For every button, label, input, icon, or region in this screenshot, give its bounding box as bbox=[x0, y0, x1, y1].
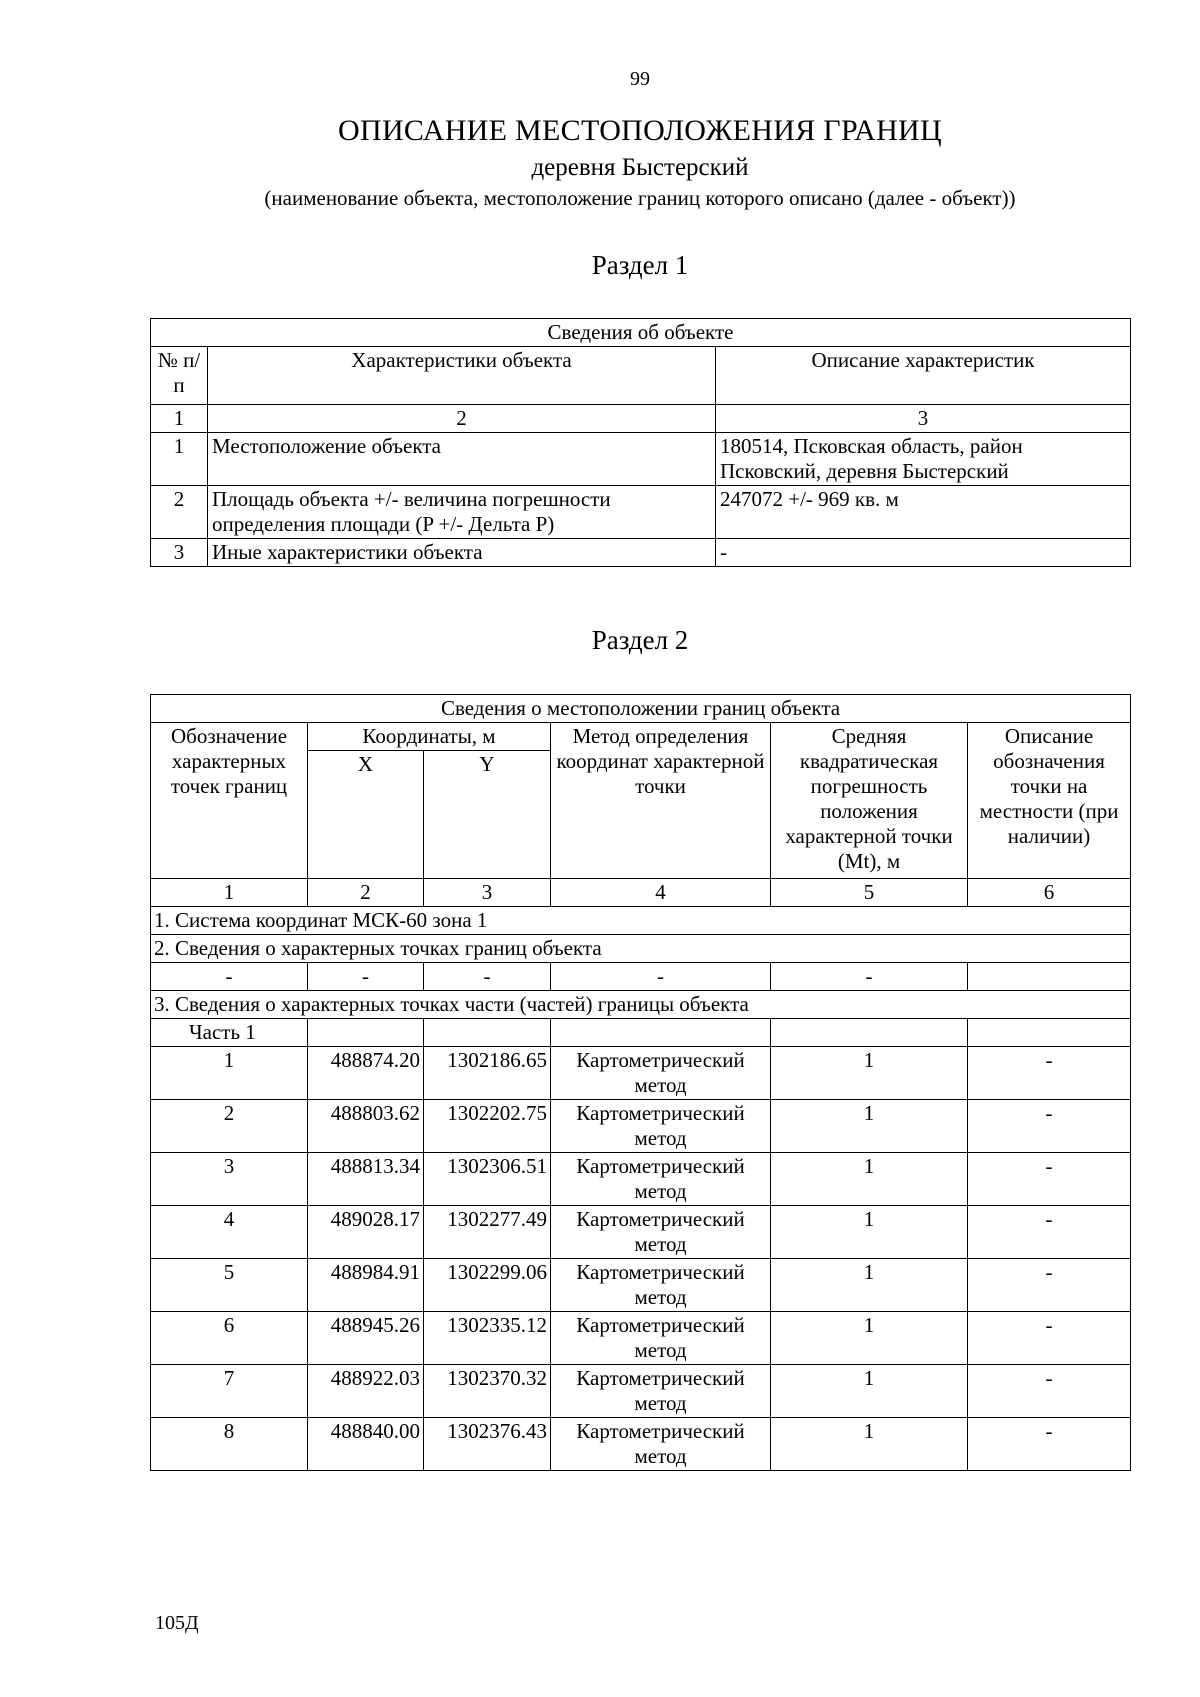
dash-cell: - bbox=[424, 963, 551, 991]
description: - bbox=[968, 1418, 1131, 1471]
coord-x: 488945.26 bbox=[308, 1312, 424, 1365]
table-title-row bbox=[151, 319, 1131, 347]
column-number: 5 bbox=[771, 879, 968, 907]
mean-error: 1 bbox=[771, 1312, 968, 1365]
mean-error: 1 bbox=[771, 1365, 968, 1418]
point-id: 8 bbox=[151, 1418, 308, 1471]
mean-error: 1 bbox=[771, 1100, 968, 1153]
description: - bbox=[968, 1312, 1131, 1365]
row-number: 3 bbox=[151, 539, 208, 567]
dash-cell: - bbox=[551, 963, 771, 991]
description: - bbox=[968, 1100, 1131, 1153]
points-heading: 2. Сведения о характерных точках границ объекта bbox=[151, 935, 1131, 963]
header-row bbox=[151, 723, 1131, 751]
table-row bbox=[151, 486, 1131, 539]
table-title: Сведения об объекте bbox=[151, 319, 1131, 347]
mean-error: 1 bbox=[771, 1047, 968, 1100]
part-label-row bbox=[151, 1019, 1131, 1047]
header-cell: Описание характеристик bbox=[716, 347, 1131, 405]
coord-y: 1302277.49 bbox=[424, 1206, 551, 1259]
point-id: 1 bbox=[151, 1047, 308, 1100]
characteristic-name: Местоположение объекта bbox=[208, 433, 716, 486]
coord-x: 488922.03 bbox=[308, 1365, 424, 1418]
point-id: 5 bbox=[151, 1259, 308, 1312]
empty-cell bbox=[771, 1019, 968, 1047]
column-number: 4 bbox=[551, 879, 771, 907]
empty-cell bbox=[968, 1019, 1131, 1047]
parts-heading: 3. Сведения о характерных точках части (частей) границы объекта bbox=[151, 991, 1131, 1019]
mean-error: 1 bbox=[771, 1418, 968, 1471]
header-cell: Характеристики объекта bbox=[208, 347, 716, 405]
characteristic-value: 180514, Псковская область, район Псковский, деревня Быстерский bbox=[716, 433, 1131, 486]
object-caption: (наименование объекта, местоположение границ которого описано (далее - объект)) bbox=[264, 186, 1016, 210]
table-row bbox=[151, 1259, 1131, 1312]
method: Картометрический метод bbox=[551, 1047, 771, 1100]
coord-x: 488813.34 bbox=[308, 1153, 424, 1206]
coord-y: 1302186.65 bbox=[424, 1047, 551, 1100]
table-row bbox=[151, 1206, 1131, 1259]
points-body bbox=[151, 1047, 1131, 1471]
header-y: Y bbox=[424, 751, 551, 879]
table-title-row bbox=[151, 695, 1131, 723]
mean-error: 1 bbox=[771, 1206, 968, 1259]
dash-cell: - bbox=[151, 963, 308, 991]
method: Картометрический метод bbox=[551, 1418, 771, 1471]
page-number: 99 bbox=[630, 68, 650, 90]
dash-row bbox=[151, 963, 1131, 991]
table-row bbox=[151, 1365, 1131, 1418]
table-row bbox=[151, 1153, 1131, 1206]
coord-x: 488840.00 bbox=[308, 1418, 424, 1471]
coord-y: 1302376.43 bbox=[424, 1418, 551, 1471]
header-mean-error: Средняя квадратическая погрешность положения характерной точки (Mt), м bbox=[771, 723, 968, 879]
section2-heading: Раздел 2 bbox=[591, 625, 689, 655]
coord-y: 1302370.32 bbox=[424, 1365, 551, 1418]
dash-cell bbox=[968, 963, 1131, 991]
column-number: 3 bbox=[424, 879, 551, 907]
coordinate-system: 1. Система координат МСК-60 зона 1 bbox=[151, 907, 1131, 935]
header-method: Метод определения координат характерной точки bbox=[551, 723, 771, 879]
header-row bbox=[151, 347, 1131, 405]
parts-heading-row bbox=[151, 991, 1131, 1019]
point-id: 7 bbox=[151, 1365, 308, 1418]
point-id: 2 bbox=[151, 1100, 308, 1153]
column-number: 1 bbox=[151, 879, 308, 907]
point-id: 6 bbox=[151, 1312, 308, 1365]
header-cell: № п/п bbox=[151, 347, 208, 405]
method: Картометрический метод bbox=[551, 1153, 771, 1206]
system-row bbox=[151, 907, 1131, 935]
object-name: деревня Быстерский bbox=[531, 154, 749, 181]
coord-y: 1302306.51 bbox=[424, 1153, 551, 1206]
empty-cell bbox=[308, 1019, 424, 1047]
method: Картометрический метод bbox=[551, 1259, 771, 1312]
table-row bbox=[151, 1047, 1131, 1100]
coord-x: 488874.20 bbox=[308, 1047, 424, 1100]
column-number: 1 bbox=[151, 405, 208, 433]
method: Картометрический метод bbox=[551, 1206, 771, 1259]
part-label: Часть 1 bbox=[151, 1019, 308, 1047]
coord-x: 488984.91 bbox=[308, 1259, 424, 1312]
description: - bbox=[968, 1153, 1131, 1206]
method: Картометрический метод bbox=[551, 1365, 771, 1418]
coord-y: 1302299.06 bbox=[424, 1259, 551, 1312]
column-number-row bbox=[151, 405, 1131, 433]
description: - bbox=[968, 1365, 1131, 1418]
column-number: 3 bbox=[716, 405, 1131, 433]
description: - bbox=[968, 1047, 1131, 1100]
object-info-table bbox=[150, 318, 1131, 567]
description: - bbox=[968, 1259, 1131, 1312]
table-title: Сведения о местоположении границ объекта bbox=[151, 695, 1131, 723]
table-row bbox=[151, 539, 1131, 567]
coord-x: 488803.62 bbox=[308, 1100, 424, 1153]
dash-cell: - bbox=[308, 963, 424, 991]
coord-y: 1302202.75 bbox=[424, 1100, 551, 1153]
table-row bbox=[151, 1418, 1131, 1471]
header-description: Описание обозначения точки на местности (при наличии) bbox=[968, 723, 1131, 879]
header-coordinates: Координаты, м bbox=[308, 723, 551, 751]
points-heading-row bbox=[151, 935, 1131, 963]
method: Картометрический метод bbox=[551, 1100, 771, 1153]
mean-error: 1 bbox=[771, 1259, 968, 1312]
header-x: X bbox=[308, 751, 424, 879]
row-number: 1 bbox=[151, 433, 208, 486]
footer-code: 105Д bbox=[155, 1612, 199, 1634]
dash-cell: - bbox=[771, 963, 968, 991]
header-point-designation: Обозначение характерных точек границ bbox=[151, 723, 308, 879]
column-number: 2 bbox=[308, 879, 424, 907]
table-row bbox=[151, 1312, 1131, 1365]
characteristic-value: - bbox=[716, 539, 1131, 567]
characteristic-name: Площадь объекта +/- величина погрешности определения площади (P +/- Дельта P) bbox=[208, 486, 716, 539]
coord-y: 1302335.12 bbox=[424, 1312, 551, 1365]
coord-x: 489028.17 bbox=[308, 1206, 424, 1259]
empty-cell bbox=[551, 1019, 771, 1047]
method: Картометрический метод bbox=[551, 1312, 771, 1365]
mean-error: 1 bbox=[771, 1153, 968, 1206]
boundary-points-table bbox=[150, 694, 1131, 1471]
column-number: 6 bbox=[968, 879, 1131, 907]
row-number: 2 bbox=[151, 486, 208, 539]
point-id: 3 bbox=[151, 1153, 308, 1206]
characteristic-name: Иные характеристики объекта bbox=[208, 539, 716, 567]
table-row bbox=[151, 1100, 1131, 1153]
characteristic-value: 247072 +/- 969 кв. м bbox=[716, 486, 1131, 539]
section1-heading: Раздел 1 bbox=[591, 250, 689, 280]
column-number-row bbox=[151, 879, 1131, 907]
document-title: ОПИСАНИЕ МЕСТОПОЛОЖЕНИЯ ГРАНИЦ bbox=[338, 114, 942, 147]
table-row bbox=[151, 433, 1131, 486]
column-number: 2 bbox=[208, 405, 716, 433]
empty-cell bbox=[424, 1019, 551, 1047]
description: - bbox=[968, 1206, 1131, 1259]
point-id: 4 bbox=[151, 1206, 308, 1259]
